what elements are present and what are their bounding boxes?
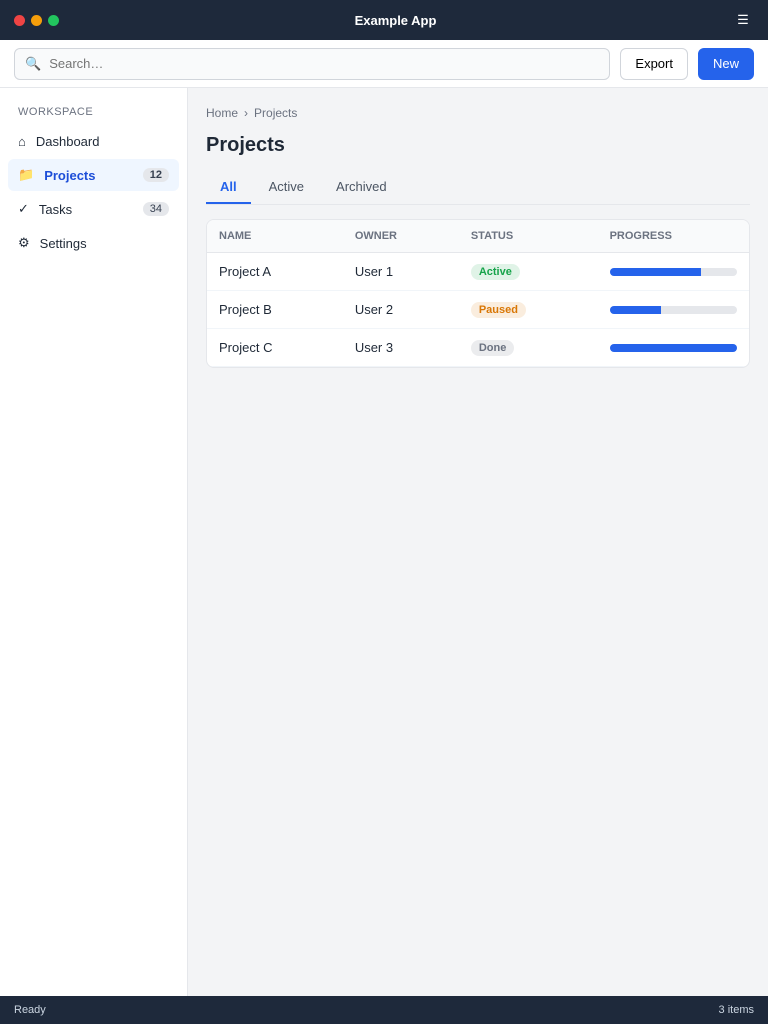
progress-fill [610, 344, 737, 352]
window-title: Example App [354, 12, 437, 28]
project-owner: User 3 [343, 329, 459, 367]
project-name: Project C [207, 329, 343, 367]
sidebar-item-count: 12 [143, 168, 169, 182]
content-area [0, 88, 768, 996]
title-bar [0, 0, 768, 40]
search-icon: 🔍 [25, 55, 42, 71]
breadcrumb [206, 106, 750, 120]
status-badge: Done [471, 340, 515, 356]
project-name: Project A [207, 253, 343, 291]
check-icon: ✓ [18, 201, 29, 216]
projects-table-card [206, 219, 750, 368]
sidebar-item-settings[interactable] [8, 227, 179, 259]
sidebar-item-dashboard[interactable] [8, 126, 179, 157]
column-header[interactable]: STATUS [459, 220, 598, 253]
table-row[interactable] [207, 329, 749, 367]
home-icon: ⌂ [18, 134, 26, 149]
tab-bar [206, 171, 750, 205]
projects-table [207, 220, 749, 367]
tab-active[interactable]: Active [268, 179, 305, 194]
table-body [207, 253, 749, 367]
breadcrumb-item: Projects [254, 106, 298, 120]
progress-fill [610, 306, 661, 314]
new-button[interactable]: New [698, 48, 754, 80]
toolbar [0, 40, 768, 88]
chevron-right-icon: › [244, 106, 249, 120]
project-owner: User 1 [343, 253, 459, 291]
close-window-icon[interactable] [14, 15, 25, 26]
tab-archived[interactable]: Archived [336, 179, 387, 194]
gear-icon: ⚙ [18, 235, 30, 250]
table-header-row [207, 220, 749, 253]
progress-fill [610, 268, 702, 276]
status-cell [459, 291, 598, 329]
column-header[interactable]: PROGRESS [598, 220, 749, 253]
status-badge: Paused [471, 302, 526, 318]
status-bar [0, 996, 768, 1024]
main-panel [188, 88, 768, 996]
progress-bar [610, 268, 737, 276]
sidebar [0, 88, 188, 996]
progress-cell [598, 291, 749, 329]
window-controls [14, 15, 59, 26]
progress-bar [610, 306, 737, 314]
column-header[interactable]: NAME [207, 220, 343, 253]
status-cell [459, 253, 598, 291]
progress-cell [598, 253, 749, 291]
sidebar-heading: WORKSPACE [18, 106, 94, 118]
project-name: Project B [207, 291, 343, 329]
sidebar-item-label: Settings [39, 235, 87, 251]
export-button[interactable]: Export [620, 48, 688, 80]
page-title: Projects [206, 134, 285, 156]
breadcrumb-item[interactable]: Home [206, 106, 239, 120]
status-cell [459, 329, 598, 367]
sidebar-item-label: Tasks [38, 201, 73, 217]
progress-bar [610, 344, 737, 352]
folder-icon: 📁 [18, 167, 35, 182]
maximize-window-icon[interactable] [48, 15, 59, 26]
search-input[interactable] [49, 56, 599, 71]
column-header[interactable]: OWNER [343, 220, 459, 253]
tab-all[interactable]: All [206, 171, 251, 204]
sidebar-item-projects[interactable] [8, 159, 179, 191]
sidebar-item-count: 34 [143, 202, 169, 216]
sidebar-item-tasks[interactable] [8, 193, 179, 225]
progress-cell [598, 329, 749, 367]
menu-icon[interactable]: ☰ [737, 12, 749, 27]
search-box [14, 48, 610, 80]
sidebar-item-label: Projects [44, 167, 96, 183]
minimize-window-icon[interactable] [31, 15, 42, 26]
status-badge: Active [471, 264, 520, 280]
sidebar-item-label: Dashboard [35, 134, 100, 149]
item-count: 3 items [718, 1004, 754, 1016]
table-row[interactable] [207, 291, 749, 329]
table-row[interactable] [207, 253, 749, 291]
status-text: Ready [14, 1004, 46, 1016]
project-owner: User 2 [343, 291, 459, 329]
